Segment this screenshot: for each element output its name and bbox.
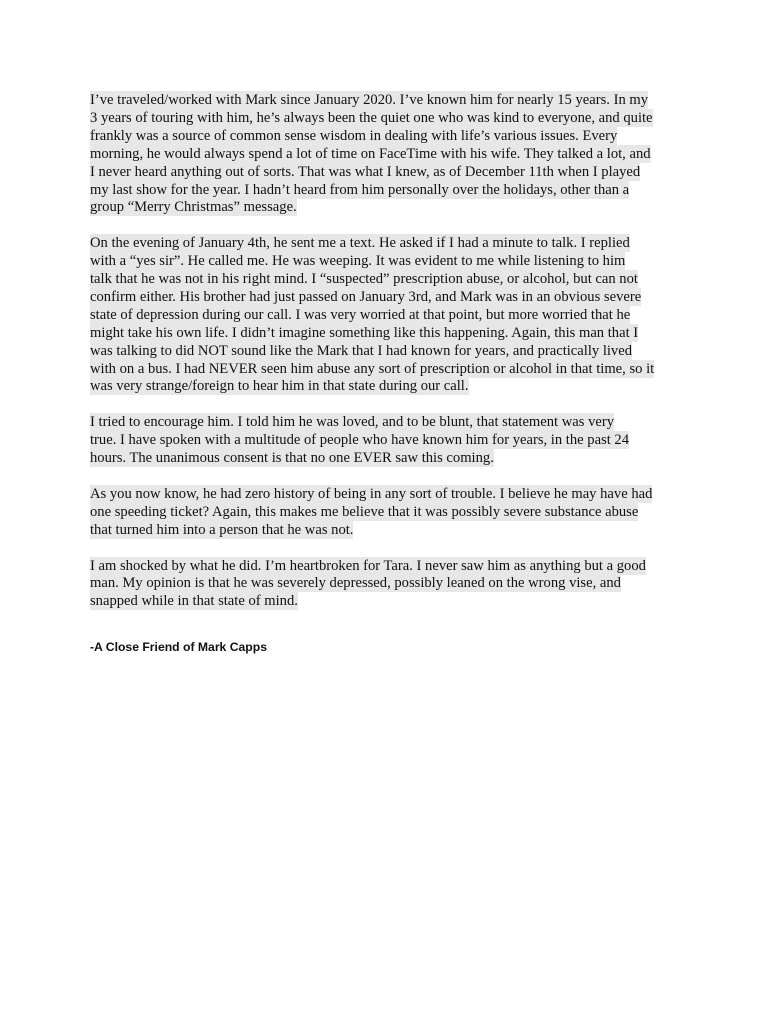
paragraph-5	[90, 558, 680, 612]
paragraph-2	[90, 235, 680, 396]
paragraph-2-text: On the evening of January 4th, he sent me a text. He asked if I had a minute to talk. I replied with a “yes sir”. He called me. He was weeping. It was evident to me while listening to him talk that he was not in his right mind. I “suspected” prescription abuse, or alcohol, but can not confirm either. His brother had just passed on January 3rd, and Mark was in an obvious severe state of depression during our call. I was very worried at that point, but more worried that he might take his own life. I didn’t imagine something like this happening. Again, this man that I was talking to did NOT sound like the Mark that I had known for years, and practically lived with on a bus. I had NEVER seen him abuse any sort of prescription or alcohol in that time, so it was very strange/foreign to hear him in that state during our call.	[90, 235, 655, 395]
paragraph-4	[90, 486, 680, 540]
letter-body	[90, 92, 680, 629]
paragraph-1-text: I’ve traveled/worked with Mark since January 2020. I’ve known him for nearly 15 years. In my 3 years of touring with him, he’s always been the quiet one who was kind to everyone, and quite frankly was a source of common sense wisdom in dealing with life’s various issues. Every morning, he would always spend a lot of time on FaceTime with his wife. They talked a lot, and I never heard anything out of sorts. That was what I knew, as of December 11th when I played my last show for the year. I hadn’t heard from him personally over the holidays, other than a group “Merry Christmas” message.	[90, 92, 653, 216]
signature-line: -A Close Friend of Mark Capps	[90, 640, 267, 654]
paragraph-3	[90, 414, 680, 468]
paragraph-1	[90, 92, 680, 217]
paragraph-5-text: I am shocked by what he did. I’m heartbroken for Tara. I never saw him as anything but a good man. My opinion is that he was severely depressed, possibly leaned on the wrong vise, and snapped while in that state of mind.	[90, 557, 646, 610]
paragraph-4-text: As you now know, he had zero history of being in any sort of trouble. I believe he may have had one speeding ticket? Again, this makes me believe that it was possibly severe substance abuse that turned him into a person that he was not.	[90, 485, 653, 538]
paragraph-3-text: I tried to encourage him. I told him he was loved, and to be blunt, that statement was very true. I have spoken with a multitude of people who have known him for years, in the past 24 hours. The unanimous consent is that no one EVER saw this coming.	[90, 414, 630, 467]
